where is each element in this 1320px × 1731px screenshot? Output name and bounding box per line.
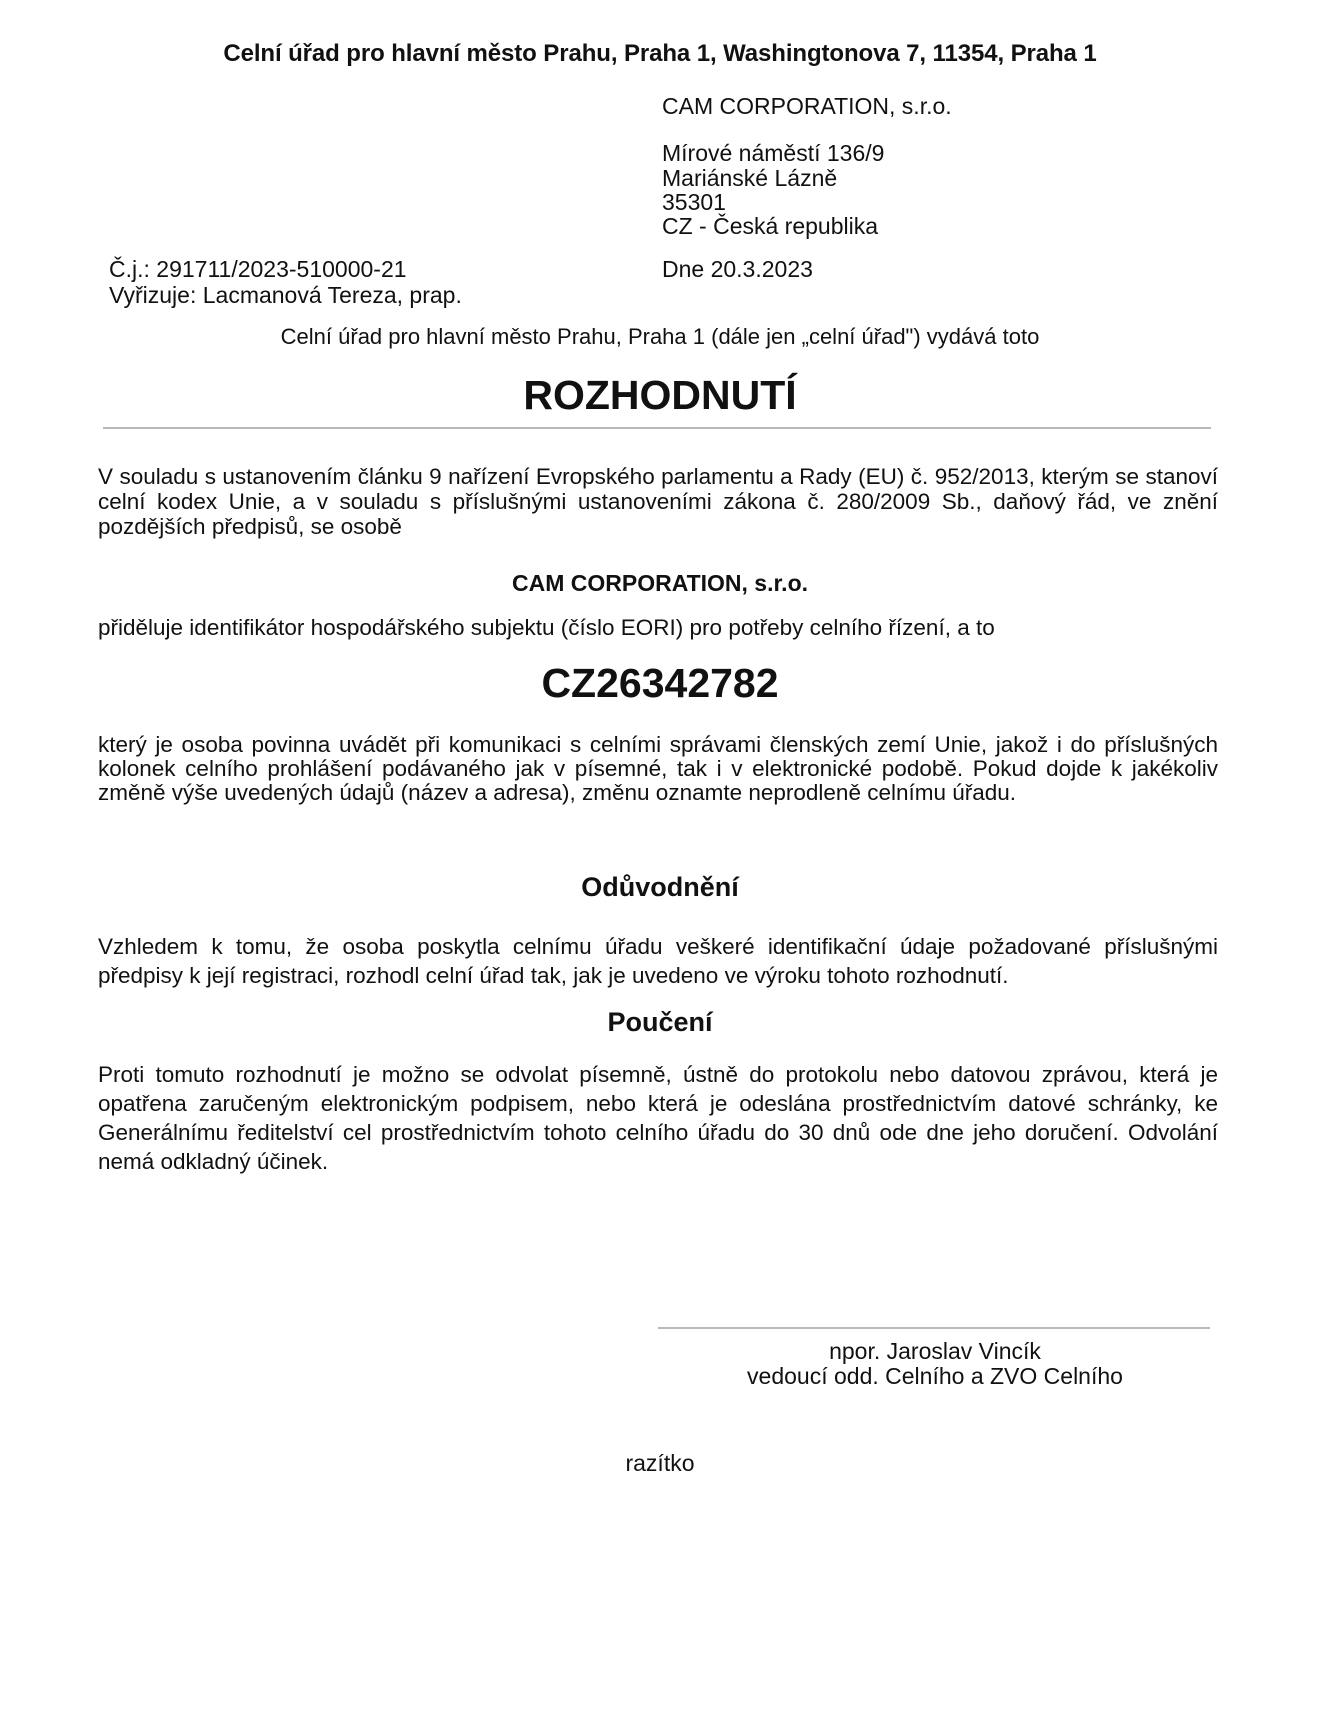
recipient-country: CZ - Česká republika (662, 213, 879, 239)
recipient-company: CAM CORPORATION, s.r.o. (662, 93, 952, 119)
signatory-role: vedoucí odd. Celního a ZVO Celního (747, 1363, 1123, 1389)
authority-header: Celní úřad pro hlavní město Prahu, Praha 1, Washingtonova 7, 11354, Praha 1 (223, 40, 1097, 67)
eori-number: CZ26342782 (541, 660, 779, 706)
reference-number: Č.j.: 291711/2023-510000-21 (109, 256, 407, 282)
recipient-city: Mariánské Lázně (662, 165, 838, 191)
signature-line (658, 1327, 1210, 1329)
handler-name: Vyřizuje: Lacmanová Tereza, prap. (109, 282, 462, 308)
recipient-zip: 35301 (662, 189, 726, 215)
title-divider (103, 427, 1211, 429)
decision-paragraph: V souladu s ustanovením článku 9 nařízení Evropského parlamentu a Rady (EU) č. 952/2013, kterým se stanoví celní kodex Unie, a v souladu s příslušnými ustanoveními zákona č. 280/2009 Sb., daňový řád, ve znění pozdějších předpisů, se osobě (98, 464, 1218, 539)
stamp-label: razítko (625, 1450, 695, 1476)
eori-assignment-text: přiděluje identifikátor hospodářského subjektu (číslo EORI) pro potřeby celního řízení, a to (98, 615, 995, 640)
signatory-name: npor. Jaroslav Vincík (829, 1338, 1041, 1364)
reasoning-heading: Odůvodnění (581, 872, 739, 902)
instruction-text: Proti tomuto rozhodnutí je možno se odvolat písemně, ústně do protokolu nebo datovou zprávou, která je opatřena zaručeným elektronickým podpisem, nebo která je odeslána prostřednictvím datové schránky, ke Generálnímu ředitelství cel prostřednictvím tohoto celního úřadu do 30 dnů ode dne jeho doručení. Odvolání nemá odkladný účinek. (98, 1062, 1218, 1174)
document-date: Dne 20.3.2023 (662, 256, 813, 282)
reasoning-text: Vzhledem k tomu, že osoba poskytla celnímu úřadu veškeré identifikační údaje požadované příslušnými předpisy k její registraci, rozhodl celní úřad tak, jak je uvedeno ve výroku tohoto rozhodnutí. (98, 934, 1218, 988)
company-name: CAM CORPORATION, s.r.o. (511, 570, 809, 596)
recipient-street: Mírové náměstí 136/9 (662, 140, 885, 166)
instruction-heading: Poučení (607, 1007, 713, 1037)
intro-text: Celní úřad pro hlavní město Prahu, Praha 1 (dále jen „celní úřad") vydává toto (280, 324, 1040, 349)
eori-usage-paragraph: který je osoba povinna uvádět při komunikaci s celními správami členských zemí Unie, jakož i do příslušných kolonek celního prohlášení podávaného jak v písemné, tak i v elektronické podobě. Pokud dojde k jakékoliv změně výše uvedených údajů (název a adresa), změnu oznamte neprodleně celnímu úřadu. (98, 732, 1218, 805)
document-title: ROZHODNUTÍ (523, 372, 797, 418)
